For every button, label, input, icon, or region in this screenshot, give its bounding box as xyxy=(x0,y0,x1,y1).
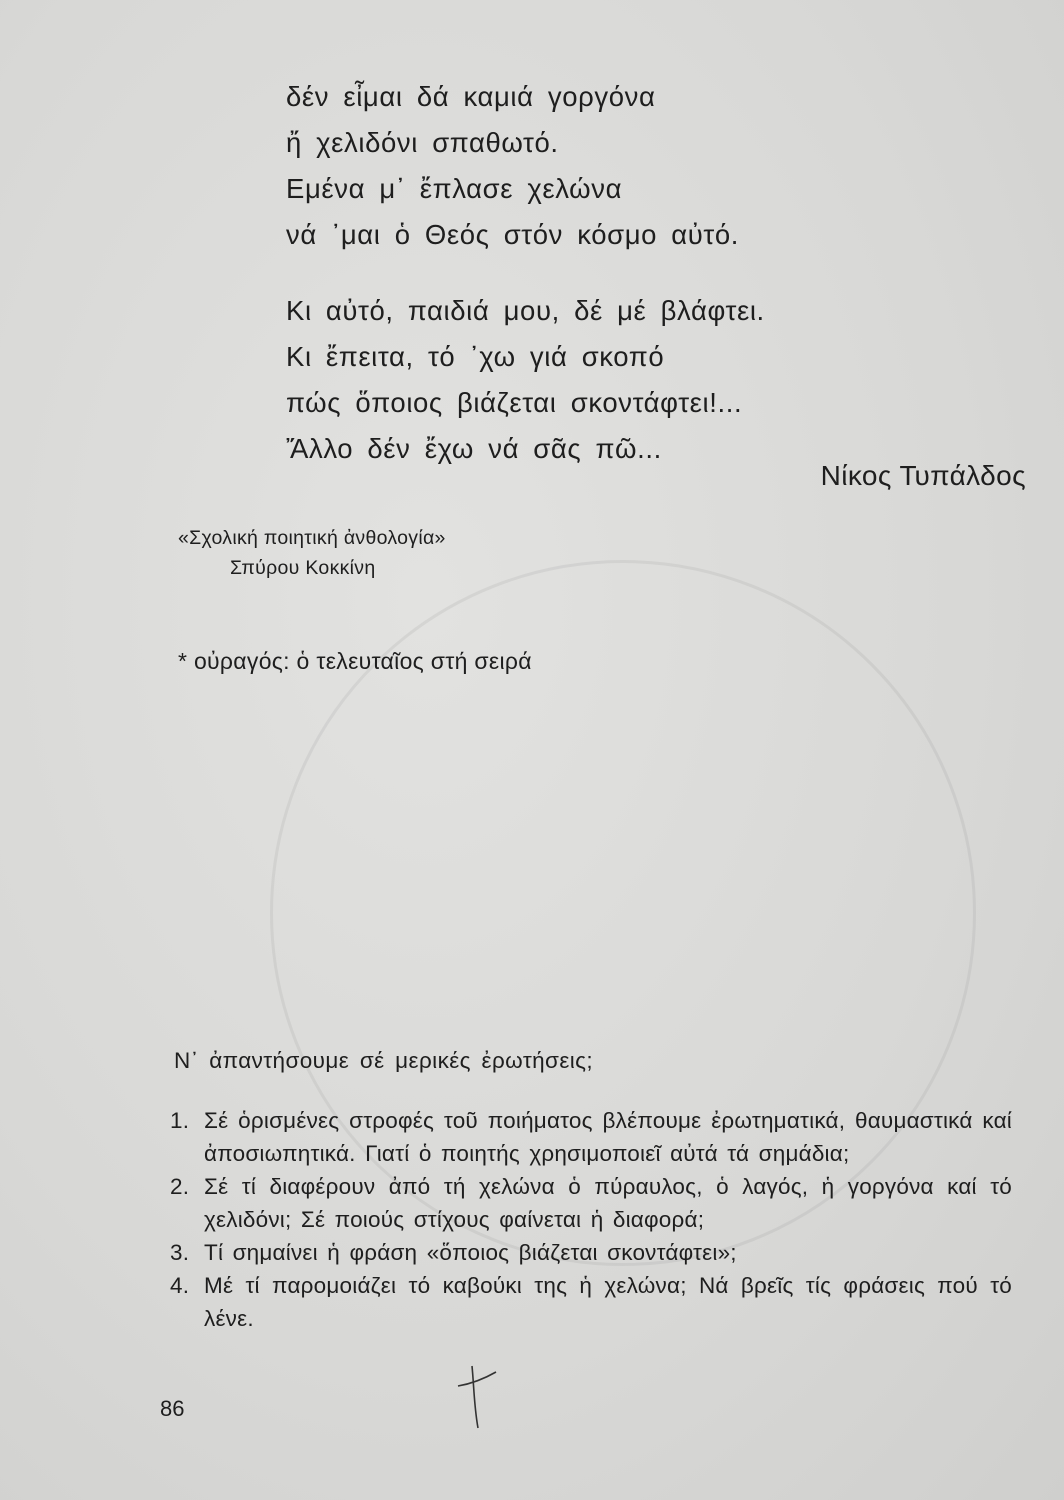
poem-line: Ἄλλο δέν ἔχω νά σᾶς πῶ... xyxy=(286,433,662,464)
poem xyxy=(286,74,765,502)
questions-heading: Ν᾽ ἀπαντήσουμε σέ μερικές ἐρωτήσεις; xyxy=(174,1048,594,1073)
question-text: Σέ τί διαφέρουν ἀπό τή χελώνα ὁ πύραυλος, ὁ λαγός, ἡ γοργόνα καί τό χελιδόνι; Σέ ποιούς στίχους φαίνεται ἡ διαφορά; xyxy=(204,1174,1012,1232)
poem-line: Κι ἔπειτα, τό ᾽χω γιά σκοπό xyxy=(286,341,665,372)
poem-stanza-2 xyxy=(286,288,765,472)
question-item xyxy=(170,1170,1012,1236)
poem-line: ἤ χελιδόνι σπαθωτό. xyxy=(286,127,559,158)
poem-line: πώς ὅποιος βιάζεται σκοντάφτει!... xyxy=(286,387,743,418)
question-item xyxy=(170,1236,1012,1269)
question-number: 4. xyxy=(170,1273,190,1298)
question-number: 3. xyxy=(170,1240,190,1265)
poem-author: Νίκος Τυπάλδος xyxy=(820,460,1026,491)
poem-line: Κι αὐτό, παιδιά μου, δέ μέ βλάφτει. xyxy=(286,295,765,326)
question-number: 1. xyxy=(170,1108,190,1133)
question-item xyxy=(170,1269,1012,1335)
footnote: * οὐραγός: ὁ τελευταῖος στή σειρά xyxy=(178,648,532,674)
poem-stanza-1 xyxy=(286,74,765,258)
source-title: «Σχολική ποιητική ἀνθολογία» xyxy=(178,527,446,549)
source-editor: Σπύρου Κοκκίνη xyxy=(230,557,376,579)
question-item xyxy=(170,1104,1012,1170)
question-text: Τί σημαίνει ἡ φράση «ὅποιος βιάζεται σκοντάφτει»; xyxy=(204,1240,737,1265)
poem-line: Εμένα μ᾽ ἔπλασε χελώνα xyxy=(286,173,623,204)
question-text: Μέ τί παρομοιάζει τό καβούκι της ἡ χελώνα; Νά βρεῖς τίς φράσεις πού τό λένε. xyxy=(204,1273,1012,1331)
poem-line: δέν εἶμαι δά καμιά γοργόνα xyxy=(286,81,656,112)
questions-list xyxy=(170,1104,1012,1335)
question-number: 2. xyxy=(170,1174,190,1199)
page-number: 86 xyxy=(160,1396,185,1421)
handwritten-cross-mark xyxy=(452,1362,502,1432)
poem-line: νά ᾽μαι ὁ Θεός στόν κόσμο αὐτό. xyxy=(286,219,740,250)
source-citation xyxy=(178,523,446,583)
question-text: Σέ ὁρισμένες στροφές τοῦ ποιήματος βλέπουμε ἐρωτηματικά, θαυμαστικά καί ἀποσιωπητικά. Γιατί ὁ ποιητής χρησιμοποιεῖ αὐτά τά σημάδια; xyxy=(204,1108,1012,1166)
